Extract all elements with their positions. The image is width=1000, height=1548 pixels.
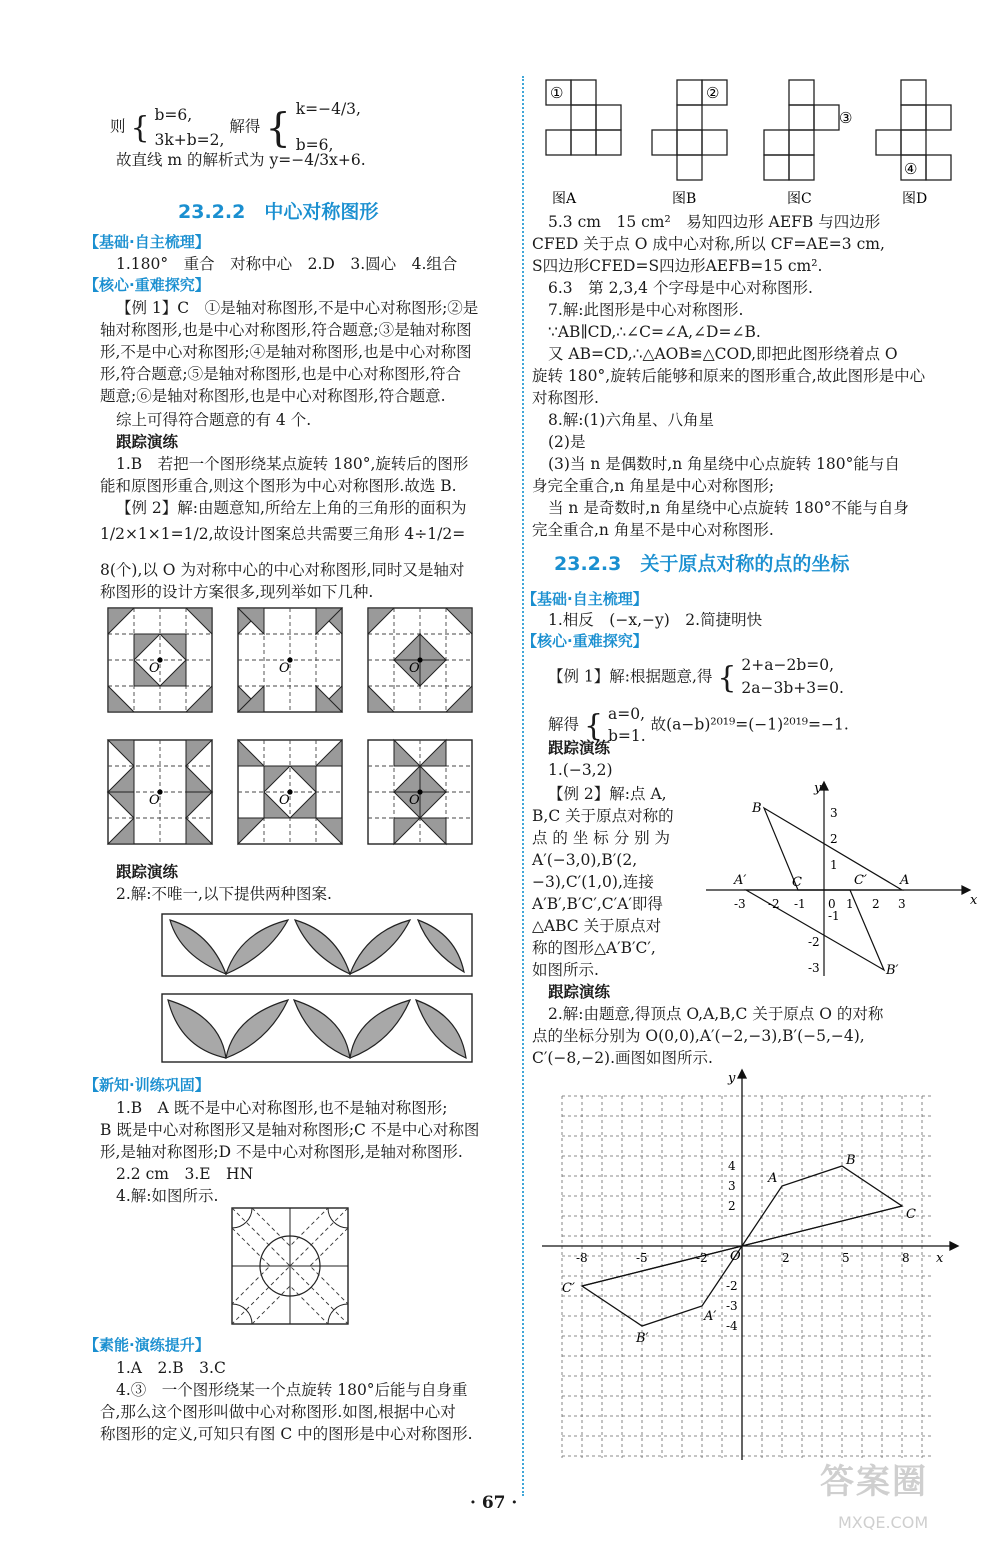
tag-core: 【核心·重难探究】 (84, 276, 210, 294)
example-2-line: 【例 2】解:点 A, (548, 785, 667, 803)
point-label: A (768, 1171, 778, 1186)
point-label: C′ (562, 1281, 575, 1296)
equation-line: b=6, (295, 135, 334, 154)
follow-up-heading: 跟踪演练 (116, 862, 179, 881)
watermark-url: MXQE.COM (838, 1513, 929, 1532)
brace-icon: { (717, 660, 737, 696)
tag-basic: 【基础·自主梳理】 (84, 233, 210, 251)
design-3 (368, 608, 472, 712)
answer-7-line: ∵AB∥CD,∴∠C=∠A,∠D=∠B. (548, 323, 761, 341)
net-mark: ③ (839, 109, 853, 127)
example-1-line: 轴对称图形,也是中心对称图形,符合题意;③是轴对称图 (100, 321, 472, 339)
y-tick-label: -3 (726, 1299, 738, 1313)
example-2-line: 1/2×1×1=1/2,故设计图案总共需要三角形 4÷1/2= (100, 525, 466, 543)
y-tick-label: 3 (728, 1179, 736, 1193)
net-caption: 图A (552, 191, 577, 207)
design-1 (108, 608, 212, 712)
text: 【例 1】解:根据题意,得 (548, 667, 713, 686)
text: 则 (110, 117, 126, 136)
example-2-line: B,C 关于原点对称的 (532, 807, 674, 825)
text: 解得 (548, 715, 580, 734)
follow-up-text: 点的坐标分别为 O(0,0),A′(−2,−3),B′(−5,−4), (532, 1027, 865, 1045)
example-1-system (532, 654, 844, 701)
answer-5-line: CFED 关于点 O 成中心对称,所以 CF=AE=3 cm, (532, 235, 885, 253)
x-tick-label: 5 (842, 1251, 850, 1265)
coordinate-graph-1 (704, 780, 978, 980)
answer-7-line: 旋转 180°,旋转后能够和原来的图形重合,故此图形是中心 (532, 367, 926, 385)
y-tick-label: 4 (728, 1159, 736, 1173)
net-mark: ④ (904, 160, 918, 178)
answer-8-line: 完全重合,n 角星不是中心对称图形. (532, 521, 774, 539)
new-knowledge-line: 2.2 cm 3.E HN (116, 1165, 254, 1183)
net-mark: ① (550, 84, 564, 102)
leaf-pattern-figure (160, 912, 476, 1066)
net-caption: 图C (787, 191, 812, 207)
example-1-line: 综上可得符合题意的有 4 个. (116, 411, 312, 429)
net-mark: ② (706, 84, 720, 102)
y-tick-label: 2 (728, 1199, 736, 1213)
svg-text:O: O (149, 661, 160, 676)
x-tick-label: 0 (828, 897, 836, 911)
y-tick-label: 2 (830, 832, 838, 846)
x-tick-label: 1 (846, 897, 854, 911)
equation-line: a=0, (607, 705, 646, 723)
example-2-line: 点 的 坐 标 分 别 为 (532, 829, 671, 847)
point-label: C (906, 1207, 916, 1222)
new-knowledge-line: B 既是中心对称图形又是轴对称图形;C 不是中心对称图 (100, 1121, 480, 1139)
new-knowledge-line: 4.解:如图所示. (116, 1187, 219, 1205)
svg-text:O: O (279, 661, 290, 676)
follow-up-text: 1.(−3,2) (548, 761, 613, 779)
point-label: A (900, 873, 910, 888)
example-1-line: 形,符合题意;⑤是轴对称图形,也是中心对称图形,符合 (100, 365, 462, 383)
answer-5-line: 5.3 cm 15 cm² 易知四边形 AEFB 与四边形 (548, 213, 881, 231)
net-caption: 图D (902, 191, 928, 207)
y-tick-label: -3 (808, 961, 820, 975)
svg-text:O: O (149, 793, 160, 808)
column-divider (522, 76, 524, 1496)
pattern-designs-figure (100, 604, 518, 852)
x-tick-label: -5 (636, 1251, 648, 1265)
example-2-line: A′B′,B′C′,C′A′即得 (532, 895, 663, 913)
design-6 (368, 740, 472, 844)
equation-line: 2a−3b+3=0. (741, 679, 844, 698)
section-title: 23.2.2 中心对称图形 (178, 201, 379, 223)
skill-line: 1.A 2.B 3.C (116, 1359, 226, 1377)
answer-7-line: 7.解:此图形是中心对称图形. (548, 301, 744, 319)
coordinate-graph-2 (540, 1068, 960, 1464)
section-title: 23.2.3 关于原点对称的点的坐标 (554, 553, 850, 575)
svg-text:O: O (409, 793, 420, 808)
example-2-line: 称的图形△A′B′C′, (532, 939, 656, 957)
answer-7-line: 又 AB=CD,∴△AOB≌△COD,即把此图形绕着点 O (548, 345, 898, 363)
example-2-line: △ABC 关于原点对 (532, 917, 662, 935)
point-label: B′ (636, 1331, 649, 1346)
answer-8-line: (3)当 n 是偶数时,n 角星绕中心点旋转 180°能与自 (548, 455, 900, 473)
follow-up-text: 1.B 若把一个图形绕某点旋转 180°,旋转后的图形 (116, 455, 469, 473)
answer-8-line: 身完全重合,n 角星是中心对称图形; (532, 477, 775, 495)
answer-5-line: S四边形CFED=S四边形AEFB=15 cm². (532, 257, 823, 275)
axis-y-label: y (814, 781, 822, 796)
answer-6-line: 6.3 第 2,3,4 个字母是中心对称图形. (548, 279, 813, 297)
example-1-line: 形,不是中心对称图形;④是轴对称图形,也是中心对称图 (100, 343, 472, 361)
tag-skill: 【素能·演练提升】 (84, 1336, 210, 1354)
line-equation-result: 故直线 m 的解析式为 y=−4/3x+6. (116, 151, 366, 169)
design-2 (238, 608, 342, 712)
skill-line: 称图形的定义,可知只有图 C 中的图形是中心对称图形. (100, 1425, 473, 1443)
y-tick-label: -4 (726, 1319, 738, 1333)
square-circle-figure (230, 1206, 350, 1326)
equation-line: b=1. (607, 726, 646, 745)
example-2-line: 【例 2】解:由题意知,所给左上角的三角形的面积为 (116, 499, 467, 517)
x-tick-label: -1 (794, 897, 806, 911)
basic-answers: 1.相反 (−x,−y) 2.简捷明快 (548, 611, 763, 629)
y-tick-label: 1 (830, 858, 838, 872)
x-tick-label: 2 (872, 897, 880, 911)
y-tick-label: 3 (830, 806, 838, 820)
point-label: B′ (886, 963, 899, 978)
y-tick-label: -2 (808, 935, 820, 949)
answer-7-line: 对称图形. (532, 389, 599, 407)
x-tick-label: -2 (768, 897, 780, 911)
equation-line: k=−4/3, (295, 100, 361, 118)
answer-8-line: 当 n 是奇数时,n 角星绕中心点旋转 180°不能与自身 (548, 499, 909, 517)
x-tick-label: 3 (898, 897, 906, 911)
skill-line: 4.③ 一个图形绕某一个点旋转 180°后能与自身重 (116, 1381, 468, 1399)
example-1-line: 题意;⑥是轴对称图形,也是中心对称图形,符合题意. (100, 387, 446, 405)
new-knowledge-line: 形,是轴对称图形;D 不是中心对称图形,是轴对称图形. (100, 1143, 463, 1161)
follow-up-text: 2.解:不唯一,以下提供两种图案. (116, 885, 332, 903)
brace-icon: { (265, 105, 291, 152)
equation-line: 2+a−2b=0, (741, 656, 835, 674)
text: 解得 (229, 117, 261, 136)
example-2-line: A′(−3,0),B′(2, (532, 851, 638, 869)
basic-answers: 1.180° 重合 对称中心 2.D 3.圆心 4.组合 (116, 255, 458, 273)
svg-text:O: O (279, 793, 290, 808)
x-tick-label: -2 (696, 1251, 708, 1265)
cube-nets-figure (542, 78, 972, 208)
follow-up-heading: 跟踪演练 (116, 432, 179, 451)
answer-8-line: 8.解:(1)六角星、八角星 (548, 411, 714, 429)
axis-x-label: x (936, 1251, 944, 1266)
point-label: B (846, 1153, 856, 1168)
equation-line: 故(a−b)²⁰¹⁹=(−1)²⁰¹⁹=−1. (650, 715, 849, 734)
x-tick-label: -3 (734, 897, 746, 911)
tag-basic: 【基础·自主梳理】 (522, 590, 648, 608)
tag-new-knowledge: 【新知·训练巩固】 (84, 1076, 210, 1094)
point-label: C′ (854, 873, 867, 888)
x-tick-label: 8 (902, 1251, 910, 1265)
tag-core: 【核心·重难探究】 (522, 632, 648, 650)
y-tick-label: -1 (828, 909, 840, 923)
answer-8-line: (2)是 (548, 433, 586, 451)
equation-line: b=6, (154, 105, 193, 124)
point-label: B (752, 801, 762, 816)
axis-x-label: x (970, 893, 978, 908)
svg-text:O: O (409, 661, 420, 676)
follow-up-heading: 跟踪演练 (548, 982, 611, 1001)
point-label: C (792, 875, 802, 890)
net-c (764, 80, 839, 180)
follow-up-text: 能和原图形重合,则这个图形为中心对称图形.故选 B. (100, 477, 457, 495)
example-2-line: 8(个),以 O 为对称中心的中心对称图形,同时又是轴对 (100, 561, 465, 579)
skill-line: 合,那么这个图形叫做中心对称图形.如图,根据中心对 (100, 1403, 456, 1421)
axis-y-label: y (728, 1071, 736, 1086)
y-tick-label: -2 (726, 1279, 738, 1293)
design-5 (238, 740, 342, 844)
brace-icon: { (583, 708, 604, 744)
point-label: A′ (734, 873, 747, 888)
watermark-logo: 答案圈 (820, 1462, 928, 1502)
page-number: · 67 · (470, 1493, 518, 1513)
example-2-line: 如图所示. (532, 961, 599, 979)
brace-icon: { (130, 110, 150, 146)
origin-label: O (730, 1249, 741, 1264)
design-4 (108, 740, 212, 844)
follow-up-text: C′(−8,−2).画图如图所示. (532, 1049, 713, 1067)
x-tick-label: -8 (576, 1251, 588, 1265)
example-1-line: 【例 1】C ①是轴对称图形,不是中心对称图形;②是 (116, 299, 479, 317)
equation-line: 3k+b=2, (154, 130, 225, 149)
net-caption: 图B (672, 191, 697, 207)
point-label: A′ (704, 1309, 717, 1324)
new-knowledge-line: 1.B A 既不是中心对称图形,也不是轴对称图形; (116, 1099, 448, 1117)
x-tick-label: 2 (782, 1251, 790, 1265)
follow-up-heading: 跟踪演练 (548, 738, 611, 757)
example-2-line: 称图形的设计方案很多,现列举如下几种. (100, 583, 374, 601)
follow-up-text: 2.解:由题意,得顶点 O,A,B,C 关于原点 O 的对称 (548, 1005, 884, 1023)
example-2-line: −3),C′(1,0),连接 (532, 873, 654, 891)
